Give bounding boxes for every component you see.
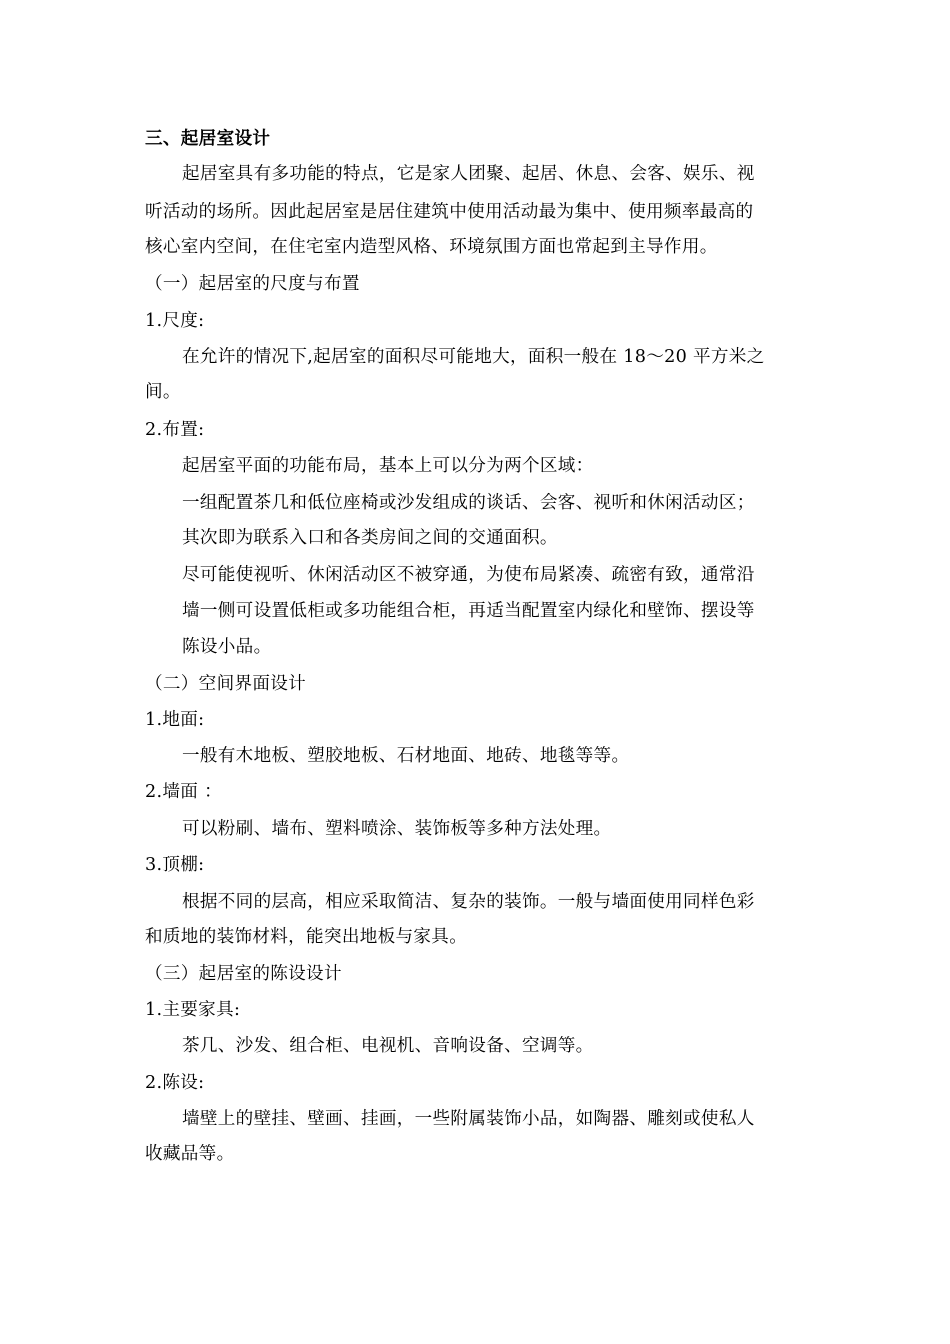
intro-line-3: 核心室内空间，在住宅室内造型风格、环境氛围方面也常起到主导作用。: [145, 237, 718, 257]
section3-heading: （三）起居室的陈设设计: [145, 964, 342, 984]
section1-item1-line-1: 在允许的情况下,起居室的面积尽可能地大，面积一般在 18～20 平方米之: [182, 347, 765, 367]
intro-line-1: 起居室具有多功能的特点，它是家人团聚、起居、休息、会客、娱乐、视: [182, 164, 755, 184]
section1-item2-line-5: 墙一侧可设置低柜或多功能组合柜，再适当配置室内绿化和壁饰、摆设等: [182, 601, 755, 621]
section1-item2-label: 2.布置:: [145, 420, 205, 440]
section1-item1-line-2: 间。: [145, 382, 181, 402]
section1-item2-line-6: 陈设小品。: [182, 637, 272, 657]
section2-item1-label: 1.地面:: [145, 710, 205, 730]
section2-item3-line-1: 根据不同的层高，相应采取简洁、复杂的装饰。一般与墙面使用同样色彩: [182, 892, 755, 912]
section1-item2-line-1: 起居室平面的功能布局，基本上可以分为两个区域：: [182, 456, 594, 476]
section3-item1-label: 1.主要家具:: [145, 1000, 241, 1020]
section3-item2-label: 2.陈设:: [145, 1073, 205, 1093]
section1-item2-line-3: 其次即为联系入口和各类房间之间的交通面积。: [182, 528, 558, 548]
section1-item2-line-2: 一组配置茶几和低位座椅或沙发组成的谈话、会客、视听和休闲活动区；: [182, 493, 755, 513]
document-title: 三、起居室设计: [145, 128, 271, 149]
section2-item3-line-2: 和质地的装饰材料，能突出地板与家具。: [145, 927, 468, 947]
section1-item2-line-4: 尽可能使视听、休闲活动区不被穿通，为使布局紧凑、疏密有致，通常沿: [182, 565, 755, 585]
section1-heading: （一）起居室的尺度与布置: [145, 274, 360, 294]
section3-item2-line-1: 墙壁上的壁挂、壁画、挂画，一些附属装饰小品，如陶器、雕刻或使私人: [182, 1109, 755, 1129]
section2-item3-label: 3.顶棚:: [145, 855, 205, 875]
section2-item1-line-1: 一般有木地板、塑胶地板、石材地面、地砖、地毯等等。: [182, 746, 630, 766]
section3-item2-line-2: 收藏品等。: [145, 1144, 235, 1164]
section2-item2-line-1: 可以粉刷、墙布、塑料喷涂、装饰板等多种方法处理。: [182, 819, 612, 839]
section2-heading: （二）空间界面设计: [145, 674, 307, 694]
section2-item2-label: 2.墙面 ：: [145, 782, 222, 802]
section1-item1-label: 1.尺度:: [145, 311, 205, 331]
intro-line-2: 听活动的场所。因此起居室是居住建筑中使用活动最为集中、使用频率最高的: [145, 202, 754, 222]
section3-item1-line-1: 茶几、沙发、组合柜、电视机、音响设备、空调等。: [182, 1036, 594, 1056]
